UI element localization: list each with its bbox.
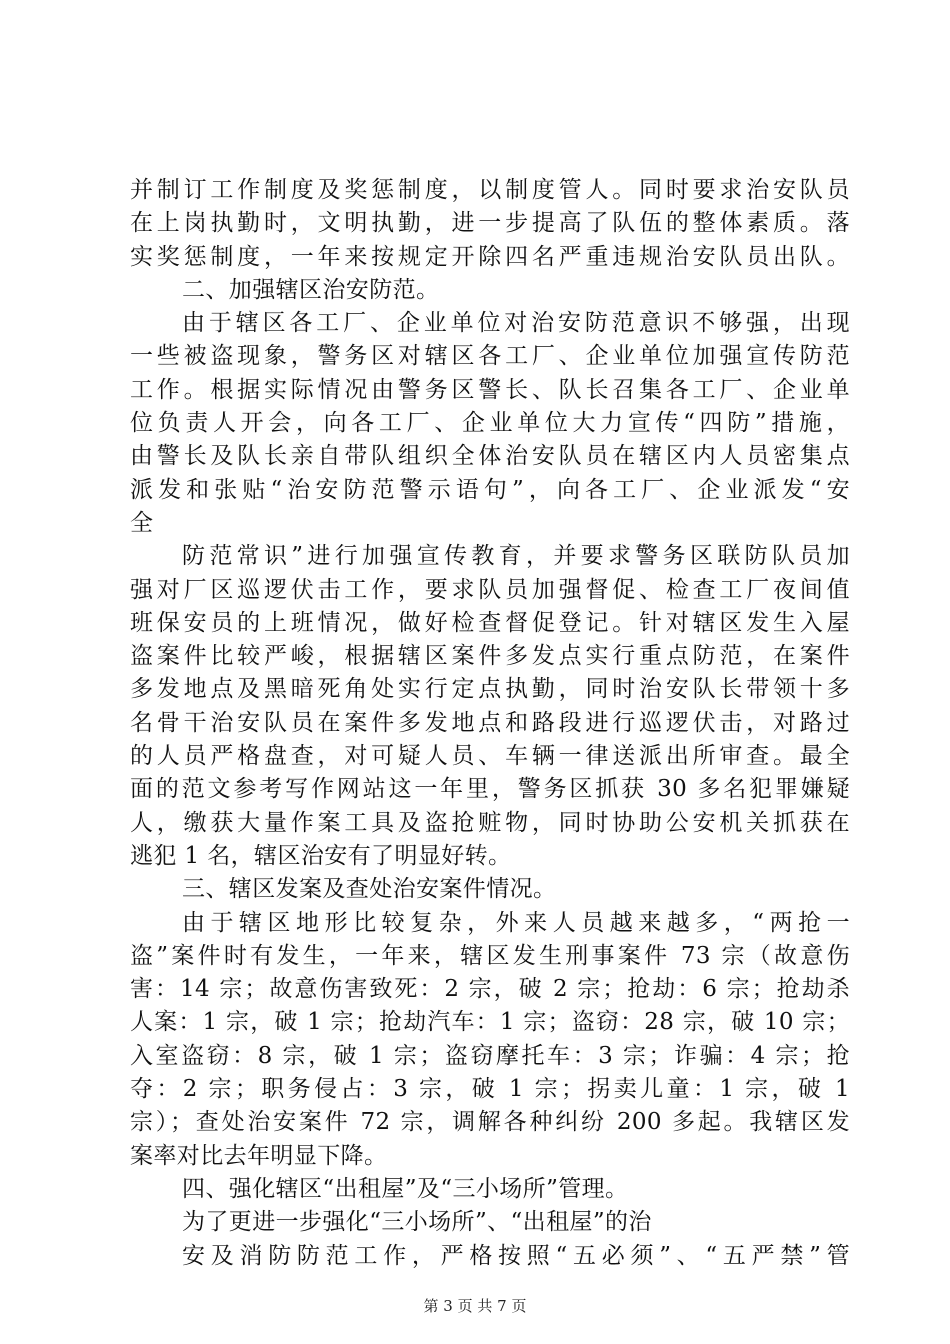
- text-line: 名骨干治安队员在案件多发地点和路段进行巡逻伏击，对路过: [130, 709, 850, 736]
- text-line: 班保安员的上班情况，做好检查督促登记。针对辖区发生入屋: [130, 609, 850, 636]
- text-line: 夺：2 宗；职务侵占：3 宗，破 1 宗；拐卖儿童：1 宗，破 1: [130, 1076, 850, 1103]
- text-line: 实奖惩制度，一年来按规定开除四名严重违规治安队员出队。: [130, 243, 850, 270]
- text-line: 由于辖区各工厂、企业单位对治安防范意识不够强，出现: [182, 310, 850, 337]
- text-line: 入室盗窃：8 宗，破 1 宗；盗窃摩托车：3 宗；诈骗：4 宗；抢: [130, 1042, 850, 1069]
- text-line: 的人员严格盘查，对可疑人员、车辆一律送派出所审查。最全: [130, 743, 850, 770]
- text-line: 防范常识”进行加强宣传教育，并要求警务区联防队员加: [182, 543, 850, 570]
- text-line: 一些被盗现象，警务区对辖区各工厂、企业单位加强宣传防范: [130, 343, 850, 370]
- text-line: 工作。根据实际情况由警务区警长、队长召集各工厂、企业单: [130, 376, 850, 403]
- text-line: 盗案件比较严峻，根据辖区案件多发点实行重点防范，在案件: [130, 643, 850, 670]
- text-line: 多发地点及黑暗死角处实行定点执勤，同时治安队长带领十多: [130, 676, 850, 703]
- text-line: 面的范文参考写作网站这一年里，警务区抓获 30 多名犯罪嫌疑: [130, 776, 850, 803]
- text-line: 案率对比去年明显下降。: [130, 1142, 388, 1169]
- section-heading: 四、强化辖区“出租屋”及“三小场所”管理。: [182, 1175, 629, 1202]
- text-line: 逃犯 1 名，辖区治安有了明显好转。: [130, 842, 512, 869]
- section-heading: 三、辖区发案及查处治安案件情况。: [182, 876, 557, 903]
- text-line: 由警长及队长亲自带队组织全体治安队员在辖区内人员密集点: [130, 443, 850, 470]
- text-line: 位负责人开会，向各工厂、企业单位大力宣传“四防”措施，: [130, 410, 850, 437]
- text-line: 全: [130, 509, 154, 536]
- text-line: 宗）；查处治安案件 72 宗，调解各种纠纷 200 多起。我辖区发: [130, 1109, 850, 1136]
- text-line: 强对厂区巡逻伏击工作，要求队员加强督促、检查工厂夜间值: [130, 576, 850, 603]
- text-line: 人，缴获大量作案工具及盗抢赃物，同时协助公安机关抓获在: [130, 809, 850, 836]
- page-footer: 第 3 页 共 7 页: [423, 1297, 527, 1315]
- text-line: 并制订工作制度及奖惩制度，以制度管人。同时要求治安队员: [130, 177, 850, 203]
- document-body: [130, 174, 850, 1273]
- text-line: 害：14 宗；故意伤害致死：2 宗，破 2 宗；抢劫：6 宗；抢劫杀: [130, 976, 850, 1003]
- text-line: 安及消防防范工作，严格按照“五必须”、“五严禁”管: [182, 1242, 850, 1269]
- text-line: 人案：1 宗，破 1 宗；抢劫汽车：1 宗；盗窃：28 宗，破 10 宗；: [130, 1009, 850, 1036]
- text-line: 由于辖区地形比较复杂，外来人员越来越多，“两抢一: [182, 909, 850, 936]
- text-line: 为了更进一步强化“三小场所”、“出租屋”的治: [182, 1209, 652, 1236]
- text-line: 在上岗执勤时，文明执勤，进一步提高了队伍的整体素质。落: [130, 210, 850, 237]
- text-line: 派发和张贴“治安防范警示语句”，向各工厂、企业派发“安: [130, 476, 850, 503]
- section-heading: 二、加强辖区治安防范。: [182, 276, 440, 303]
- text-line: 盗”案件时有发生，一年来，辖区发生刑事案件 73 宗（故意伤: [130, 942, 850, 969]
